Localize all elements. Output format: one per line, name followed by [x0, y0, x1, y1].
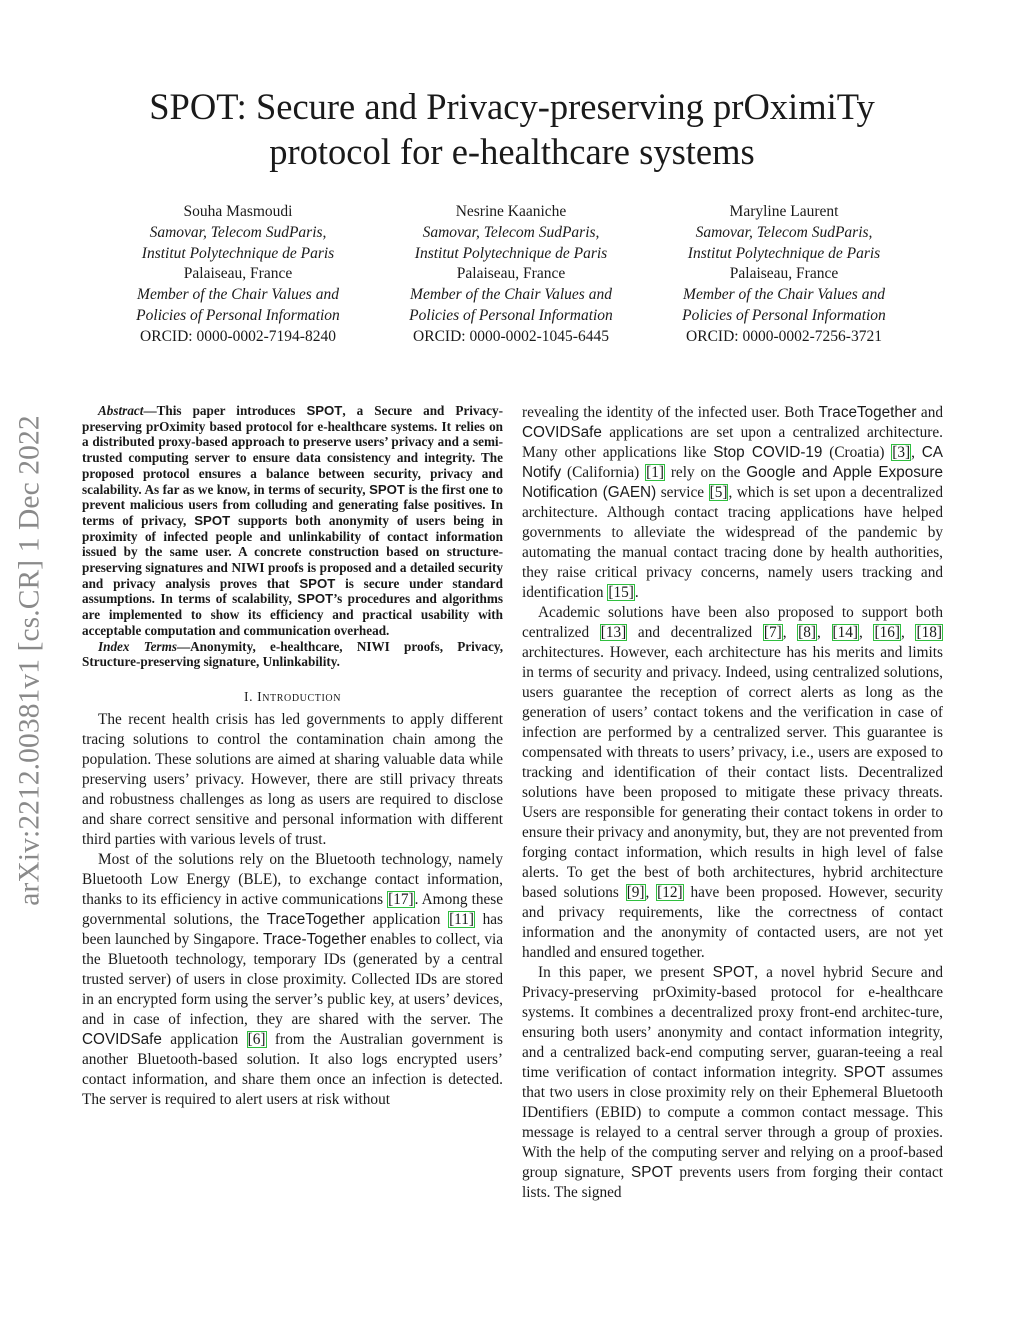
paragraph-text: applications are set upon a centralized architecture. Many other applications like	[522, 424, 943, 461]
paragraph	[522, 603, 943, 963]
author-2	[375, 202, 647, 348]
author-name: Maryline Laurent	[729, 203, 839, 220]
app-name: Trace-Together	[263, 930, 367, 948]
author-orcid: ORCID: 0000-0002-7194-8240	[140, 327, 336, 345]
abstract-text: ’s procedures and algorithms are implemented to show its efficiency and practical usability with acceptable computation and communication overhead.	[82, 591, 503, 638]
author-membership: Policies of Personal Information	[682, 306, 886, 324]
left-column	[82, 403, 503, 1110]
paragraph-text: , a novel hybrid Secure and Privacy-preserving prOximity-based protocol for e-healthcare systems. It combines a decentralized proxy front-end architec-ture, ensuring both users’ anonymity and contact information integrity, and a centralized back-end computing server, guaran-teeing a real time verification of contact information integrity.	[522, 964, 943, 1081]
paragraph	[82, 850, 503, 1110]
paragraph-text: (Croatia)	[822, 444, 892, 461]
citation-11[interactable]: [11]	[449, 910, 474, 928]
author-membership: Member of the Chair Values and	[410, 286, 612, 304]
spot-name: SPOT	[369, 481, 405, 497]
index-terms-text: Anonymity, e-healthcare, NIWI proofs, Privacy, Structure-preserving signature, Unlinkability.	[82, 638, 503, 670]
citation-9[interactable]: [9]	[626, 884, 645, 901]
paragraph-text: ,	[782, 624, 798, 641]
paragraph-text: (California)	[561, 464, 646, 481]
author-affiliation: Samovar, Telecom SudParis,	[695, 223, 873, 241]
index-terms-label: Index Terms	[98, 638, 177, 654]
author-membership: Policies of Personal Information	[136, 306, 340, 324]
author-affiliation: Samovar, Telecom SudParis,	[149, 223, 327, 241]
paragraph-text: In this paper, we present	[538, 964, 713, 981]
author-affiliation: Institut Polytechnique de Paris	[414, 244, 608, 262]
paragraph-text: ,	[900, 624, 916, 641]
spot-name: SPOT	[194, 512, 231, 528]
abstract-text: is the first one to prevent malicious users from colluding and generating false positives. In terms of privacy,	[82, 481, 503, 528]
app-name: Stop COVID-19	[713, 444, 823, 461]
section-numeral: I.	[243, 688, 258, 704]
citation-16[interactable]: [16]	[874, 624, 900, 641]
paragraph-text: application	[364, 910, 449, 928]
citation-13[interactable]: [13]	[600, 624, 627, 641]
app-name: TraceTogether	[818, 404, 917, 421]
abstract-text: supports both anonymity of users being in proximity of infected people and unlinkability of contact information issued by the same user. A concrete construction based on structure-preserving signatures and NIWI proofs is proposed and a detailed security and privacy analysis proves that	[82, 512, 503, 591]
paragraph-text: architectures. However, each architecture has his merits and limits in terms of security and privacy. Indeed, using centralized solutions, users guarantee the reception of correct alerts as long as the generation of users’ contact tokens and the verification in case of infection are performed by a centralized server. This guarantee is compensated with threats to users’ privacy, i.e., users are exposed to tracking and identification of their contact lists. Decentralized solutions have been proposed to mitigate these privacy threats. Users are responsible for generating their contact tokens in order to ensure their privacy and anonymity, but, they are not prevented from forging contact information, which results in high level of false alerts. To get the best of both architectures, hybrid architecture based solutions	[522, 644, 943, 901]
citation-6[interactable]: [6]	[247, 1030, 266, 1048]
author-block	[102, 202, 920, 348]
author-location: Palaiseau, France	[456, 265, 566, 283]
author-membership: Member of the Chair Values and	[137, 286, 339, 304]
author-affiliation: Institut Polytechnique de Paris	[687, 244, 881, 262]
title-line-1: SPOT: Secure and Privacy-preserving prOximiTy	[149, 86, 875, 127]
citation-18[interactable]: [18]	[916, 624, 942, 641]
paragraph-text: ,	[911, 444, 922, 461]
spot-name: SPOT	[843, 1064, 886, 1081]
paragraph-text: assumes that two users in close proximity rely on their Ephemeral Bluetooth IDentifiers (EBID) to compute a common contact message. This message is relayed to a central server through a group of proxies. With the help of the computing server and relying on a proof-based group signature,	[522, 1064, 944, 1181]
citation-15[interactable]: [15]	[608, 584, 634, 601]
spot-name: SPOT	[631, 1164, 673, 1181]
author-location: Palaiseau, France	[729, 265, 839, 283]
paragraph-text: and	[916, 404, 943, 421]
paragraph-text: enables to collect, via the Bluetooth technology, temporary IDs (generated by a central trusted server) of users in close proximity. Collected IDs are stored in an encrypted form using the server’s public key, at users’ devices, and in case of infection, they are shared with the server. The	[82, 930, 504, 1028]
app-name: CA Notify	[522, 444, 943, 481]
paragraph-text: .	[634, 584, 639, 601]
index-terms-dash: —	[176, 638, 191, 654]
arxiv-identifier-text: arXiv:2212.00381v1 [cs.CR] 1 Dec 2022	[13, 414, 46, 906]
paragraph-text: Most of the solutions rely on the Bluetooth technology, namely Bluetooth Low Energy (BLE), to exchange contact information, thanks to its efficiency in active communications	[82, 850, 503, 908]
section-heading-introduction	[82, 688, 503, 706]
author-name: Souha Masmoudi	[183, 203, 293, 220]
paragraph-text: , which is set upon a decentralized architecture. Although contact tracing applications have helped governments to alleviate the widespread of the pandemic by automating the manual contact tracing done by health authorities, they raise critical privacy concerns, namely users tracking and identification	[522, 484, 943, 601]
abstract-text: This paper introduces	[156, 403, 307, 418]
paragraph-text: application	[161, 1030, 247, 1048]
citation-1[interactable]: [1]	[646, 464, 664, 481]
abstract-dash: —	[143, 403, 157, 418]
paragraph-text: ,	[859, 624, 874, 641]
app-name: Google and Apple Exposure Notification (GAEN)	[522, 464, 943, 501]
citation-5[interactable]: [5]	[709, 484, 728, 501]
paragraph-text: has been launched by Singapore.	[82, 910, 504, 948]
author-affiliation: Institut Polytechnique de Paris	[141, 244, 335, 262]
author-1	[102, 202, 374, 348]
citation-12[interactable]: [12]	[657, 884, 683, 901]
citation-8[interactable]: [8]	[798, 624, 817, 641]
author-membership: Policies of Personal Information	[409, 306, 613, 324]
spot-name: SPOT	[306, 403, 343, 418]
abstract-text: , a Secure and Privacy-preserving prOximity based protocol for e-healthcare systems. It relies on a distributed proxy-based approach to preserve users’ privacy and a semi-trusted computing server to ensure data consistency and integrity. The proposed protocol ensures a balance between security, privacy and scalability. As far as we know, in terms of security,	[82, 403, 503, 497]
abstract-label: Abstract	[98, 403, 144, 418]
paragraph-text: Academic solutions have been also proposed to support both centralized	[522, 604, 943, 641]
paragraph: The recent health crisis has led governments to apply different tracing solutions to control the contamination chain among the population. These solutions are aimed at sharing valuable data while preserving users’ privacy. However, there are still privacy threats and robustness challenges as long as users are required to disclose and share correct sensitive and personal information with different third parties with various levels of trust.	[82, 710, 503, 848]
citation-3[interactable]: [3]	[892, 444, 911, 461]
right-column	[522, 403, 943, 1203]
paragraph-text: have been proposed. However, security and privacy requirements, like the correctness of contact information and the anonymity of contacted users, are not yet handled and ensured together.	[522, 884, 943, 961]
paragraph-text: rely on the	[664, 464, 747, 481]
paragraph	[522, 403, 943, 603]
author-orcid: ORCID: 0000-0002-7256-3721	[686, 327, 882, 345]
paper-title	[60, 84, 964, 174]
abstract	[82, 403, 503, 639]
abstract-text: is secure under standard assumptions. In terms of scalability,	[82, 575, 503, 607]
author-affiliation: Samovar, Telecom SudParis,	[422, 223, 600, 241]
author-name: Nesrine Kaaniche	[455, 203, 567, 220]
paragraph	[522, 963, 943, 1203]
citation-14[interactable]: [14]	[832, 624, 858, 641]
section-title: Introduction	[257, 688, 342, 704]
paragraph-text: ,	[817, 624, 832, 641]
paragraph-text: and decentralized	[627, 624, 763, 641]
author-3	[648, 202, 920, 348]
title-line-2: protocol for e-healthcare systems	[269, 131, 755, 172]
author-orcid: ORCID: 0000-0002-1045-6445	[413, 327, 609, 345]
paragraph-text: prevents users from forging their contact lists. The signed	[522, 1164, 943, 1201]
app-name: COVIDSafe	[82, 1030, 162, 1048]
spot-name: SPOT	[297, 591, 334, 607]
paragraph-text: ,	[645, 884, 657, 901]
author-location: Palaiseau, France	[183, 265, 293, 283]
spot-name: SPOT	[712, 964, 755, 981]
citation-17[interactable]: [17]	[388, 890, 414, 908]
paragraph-text: . Among these governmental solutions, the	[82, 890, 504, 928]
app-name: TraceTogether	[266, 910, 365, 928]
app-name: COVIDSafe	[522, 424, 602, 441]
paragraph-text: revealing the identity of the infected user. Both	[522, 404, 819, 421]
paragraph-text: service	[656, 484, 709, 501]
arxiv-identifier-stamp	[10, 362, 50, 958]
paragraph-text: from the Australian government is another Bluetooth-based solution. It also logs encrypted users’ contact information, and share them once an infection is detected. The server is required to alert users at risk without	[82, 1030, 503, 1108]
spot-name: SPOT	[299, 575, 336, 591]
index-terms	[82, 639, 503, 670]
citation-7[interactable]: [7]	[763, 624, 782, 641]
author-membership: Member of the Chair Values and	[683, 286, 885, 304]
